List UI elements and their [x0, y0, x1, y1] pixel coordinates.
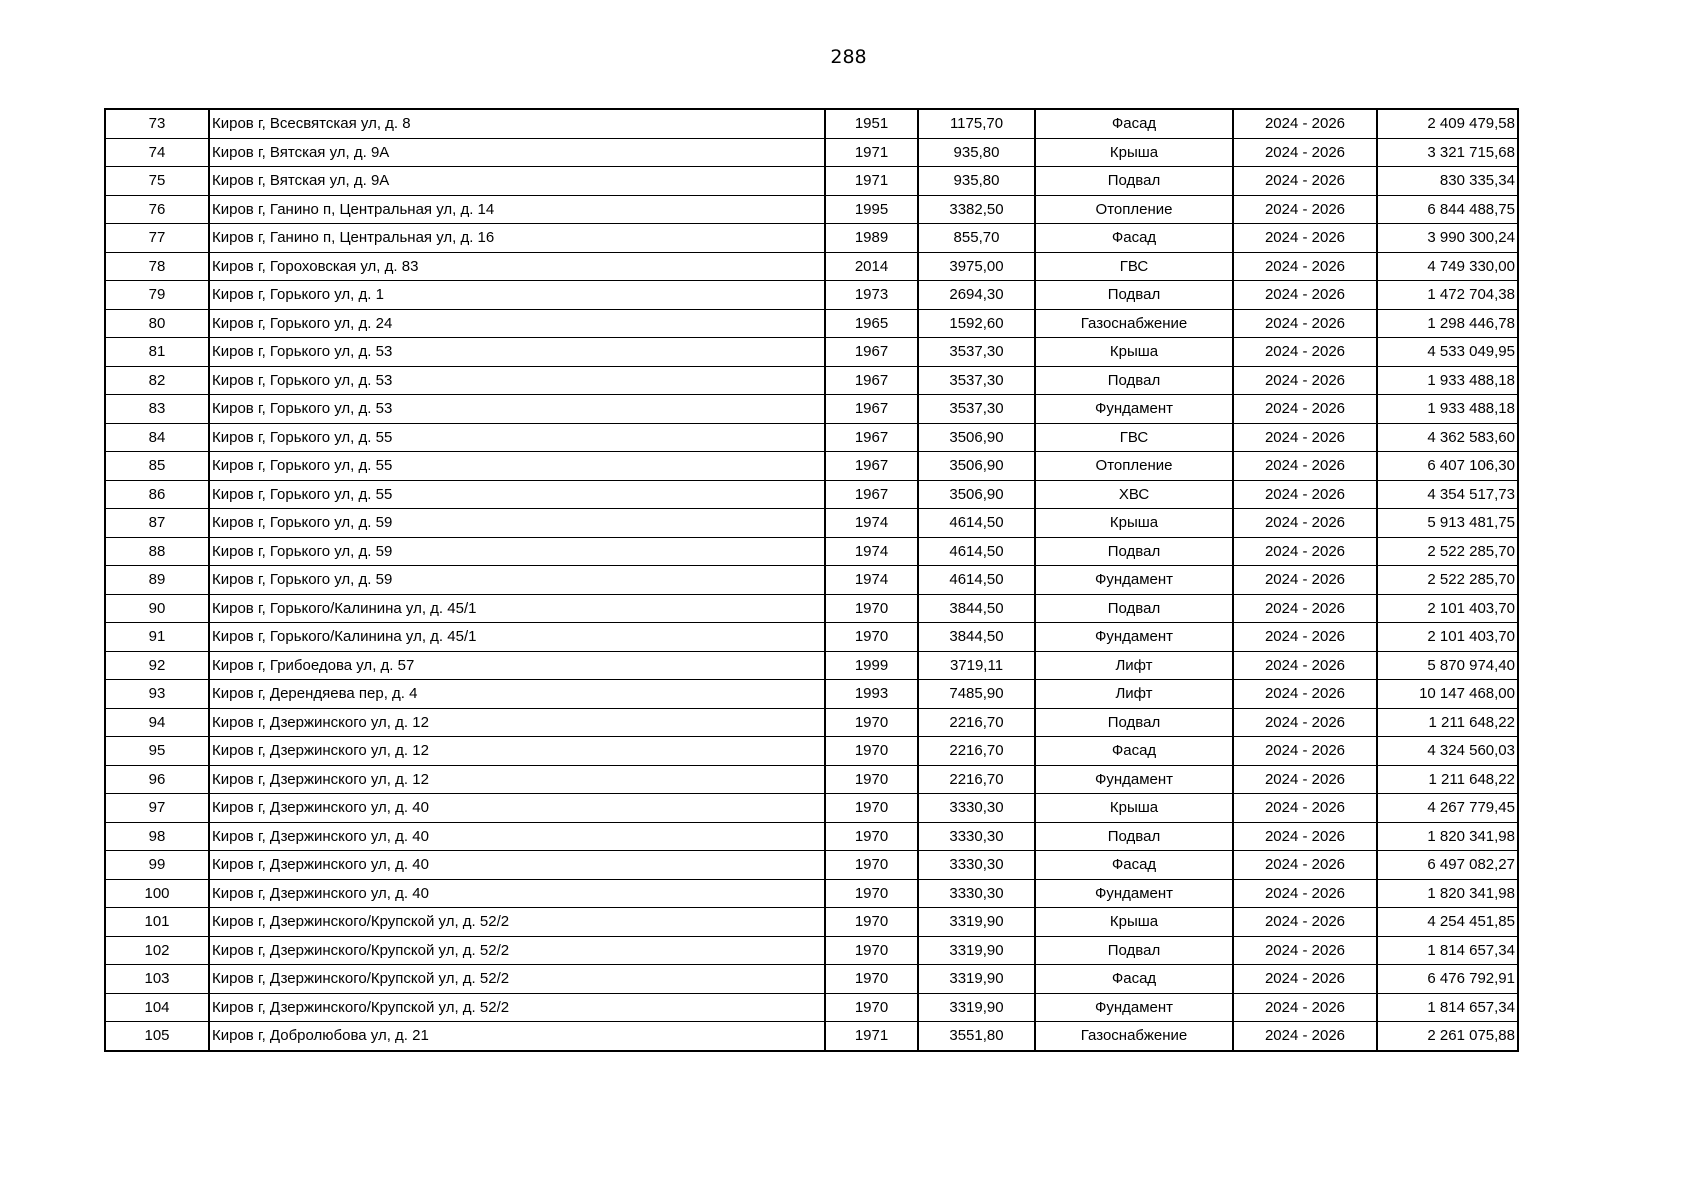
table-row: [105, 765, 1518, 794]
address-cell: Киров г, Дзержинского/Крупской ул, д. 52/2: [209, 993, 825, 1022]
row-number-cell: 78: [105, 252, 209, 281]
year-cell: 1970: [825, 851, 918, 880]
work-type-cell: Крыша: [1035, 908, 1233, 937]
period-cell: 2024 - 2026: [1233, 908, 1377, 937]
area-cell: 4614,50: [918, 509, 1035, 538]
table-row: [105, 252, 1518, 281]
row-number-cell: 93: [105, 680, 209, 709]
year-cell: 1971: [825, 138, 918, 167]
row-number-cell: 83: [105, 395, 209, 424]
row-number-cell: 105: [105, 1022, 209, 1051]
period-cell: 2024 - 2026: [1233, 252, 1377, 281]
work-type-cell: Лифт: [1035, 680, 1233, 709]
row-number-cell: 85: [105, 452, 209, 481]
address-cell: Киров г, Горького ул, д. 53: [209, 366, 825, 395]
area-cell: 3330,30: [918, 851, 1035, 880]
cost-cell: 3 321 715,68: [1377, 138, 1518, 167]
work-type-cell: Фасад: [1035, 109, 1233, 138]
row-number-cell: 104: [105, 993, 209, 1022]
row-number-cell: 100: [105, 879, 209, 908]
row-number-cell: 103: [105, 965, 209, 994]
table-row: [105, 708, 1518, 737]
cost-cell: 4 354 517,73: [1377, 480, 1518, 509]
period-cell: 2024 - 2026: [1233, 423, 1377, 452]
area-cell: 935,80: [918, 167, 1035, 196]
area-cell: 3506,90: [918, 480, 1035, 509]
year-cell: 1965: [825, 309, 918, 338]
year-cell: 1970: [825, 965, 918, 994]
address-cell: Киров г, Ганино п, Центральная ул, д. 14: [209, 195, 825, 224]
area-cell: 3319,90: [918, 965, 1035, 994]
area-cell: 4614,50: [918, 566, 1035, 595]
table-row: [105, 879, 1518, 908]
row-number-cell: 97: [105, 794, 209, 823]
year-cell: 1971: [825, 1022, 918, 1051]
table-row: [105, 737, 1518, 766]
area-cell: 935,80: [918, 138, 1035, 167]
period-cell: 2024 - 2026: [1233, 765, 1377, 794]
address-cell: Киров г, Горького ул, д. 55: [209, 452, 825, 481]
row-number-cell: 80: [105, 309, 209, 338]
area-cell: 3537,30: [918, 395, 1035, 424]
address-cell: Киров г, Грибоедова ул, д. 57: [209, 651, 825, 680]
year-cell: 1973: [825, 281, 918, 310]
table-row: [105, 908, 1518, 937]
cost-cell: 1 933 488,18: [1377, 395, 1518, 424]
row-number-cell: 102: [105, 936, 209, 965]
table-row: [105, 281, 1518, 310]
cost-cell: 10 147 468,00: [1377, 680, 1518, 709]
table-row: [105, 423, 1518, 452]
cost-cell: 1 211 648,22: [1377, 708, 1518, 737]
table-row: [105, 109, 1518, 138]
year-cell: 1970: [825, 708, 918, 737]
period-cell: 2024 - 2026: [1233, 566, 1377, 595]
year-cell: 1974: [825, 509, 918, 538]
address-cell: Киров г, Горького ул, д. 59: [209, 566, 825, 595]
area-cell: 3330,30: [918, 794, 1035, 823]
row-number-cell: 101: [105, 908, 209, 937]
table-row: [105, 851, 1518, 880]
year-cell: 1970: [825, 936, 918, 965]
area-cell: 3330,30: [918, 879, 1035, 908]
year-cell: 2014: [825, 252, 918, 281]
area-cell: 2216,70: [918, 737, 1035, 766]
address-cell: Киров г, Всесвятская ул, д. 8: [209, 109, 825, 138]
address-cell: Киров г, Дзержинского ул, д. 12: [209, 737, 825, 766]
table-row: [105, 509, 1518, 538]
table-body: [105, 109, 1518, 1051]
address-cell: Киров г, Дзержинского ул, д. 12: [209, 708, 825, 737]
work-type-cell: Фасад: [1035, 737, 1233, 766]
work-type-cell: Фундамент: [1035, 623, 1233, 652]
address-cell: Киров г, Горького ул, д. 59: [209, 509, 825, 538]
year-cell: 1970: [825, 623, 918, 652]
table-row: [105, 566, 1518, 595]
table-row: [105, 822, 1518, 851]
address-cell: Киров г, Дзержинского/Крупской ул, д. 52/2: [209, 908, 825, 937]
period-cell: 2024 - 2026: [1233, 737, 1377, 766]
cost-cell: 6 407 106,30: [1377, 452, 1518, 481]
period-cell: 2024 - 2026: [1233, 680, 1377, 709]
period-cell: 2024 - 2026: [1233, 338, 1377, 367]
cost-cell: 4 533 049,95: [1377, 338, 1518, 367]
area-cell: 3382,50: [918, 195, 1035, 224]
period-cell: 2024 - 2026: [1233, 167, 1377, 196]
year-cell: 1970: [825, 737, 918, 766]
period-cell: 2024 - 2026: [1233, 936, 1377, 965]
year-cell: 1995: [825, 195, 918, 224]
row-number-cell: 81: [105, 338, 209, 367]
area-cell: 3537,30: [918, 366, 1035, 395]
table-row: [105, 680, 1518, 709]
table-row: [105, 1022, 1518, 1051]
work-type-cell: Фасад: [1035, 965, 1233, 994]
year-cell: 1971: [825, 167, 918, 196]
period-cell: 2024 - 2026: [1233, 993, 1377, 1022]
address-cell: Киров г, Дерендяева пер, д. 4: [209, 680, 825, 709]
address-cell: Киров г, Дзержинского/Крупской ул, д. 52/2: [209, 936, 825, 965]
year-cell: 1967: [825, 480, 918, 509]
area-cell: 3319,90: [918, 908, 1035, 937]
work-type-cell: Фундамент: [1035, 765, 1233, 794]
address-cell: Киров г, Добролюбова ул, д. 21: [209, 1022, 825, 1051]
work-type-cell: Газоснабжение: [1035, 1022, 1233, 1051]
table-row: [105, 594, 1518, 623]
table-row: [105, 537, 1518, 566]
table-row: [105, 965, 1518, 994]
row-number-cell: 88: [105, 537, 209, 566]
work-type-cell: Фундамент: [1035, 993, 1233, 1022]
table-row: [105, 338, 1518, 367]
address-cell: Киров г, Дзержинского ул, д. 40: [209, 851, 825, 880]
year-cell: 1967: [825, 366, 918, 395]
cost-cell: 4 324 560,03: [1377, 737, 1518, 766]
cost-cell: 830 335,34: [1377, 167, 1518, 196]
row-number-cell: 99: [105, 851, 209, 880]
address-cell: Киров г, Горького ул, д. 53: [209, 338, 825, 367]
row-number-cell: 89: [105, 566, 209, 595]
cost-cell: 2 409 479,58: [1377, 109, 1518, 138]
table-row: [105, 167, 1518, 196]
year-cell: 1993: [825, 680, 918, 709]
area-cell: 2216,70: [918, 708, 1035, 737]
work-type-cell: ХВС: [1035, 480, 1233, 509]
address-cell: Киров г, Дзержинского ул, д. 40: [209, 794, 825, 823]
area-cell: 2694,30: [918, 281, 1035, 310]
period-cell: 2024 - 2026: [1233, 879, 1377, 908]
row-number-cell: 73: [105, 109, 209, 138]
work-type-cell: Подвал: [1035, 537, 1233, 566]
table-row: [105, 366, 1518, 395]
address-cell: Киров г, Ганино п, Центральная ул, д. 16: [209, 224, 825, 253]
table-row: [105, 224, 1518, 253]
address-cell: Киров г, Дзержинского ул, д. 40: [209, 879, 825, 908]
table-row: [105, 936, 1518, 965]
address-cell: Киров г, Горького ул, д. 59: [209, 537, 825, 566]
table-row: [105, 395, 1518, 424]
table-row: [105, 993, 1518, 1022]
work-type-cell: Лифт: [1035, 651, 1233, 680]
table-row: [105, 138, 1518, 167]
row-number-cell: 82: [105, 366, 209, 395]
work-type-cell: Отопление: [1035, 195, 1233, 224]
cost-cell: 4 267 779,45: [1377, 794, 1518, 823]
cost-cell: 6 844 488,75: [1377, 195, 1518, 224]
cost-cell: 6 476 792,91: [1377, 965, 1518, 994]
table-row: [105, 794, 1518, 823]
work-type-cell: ГВС: [1035, 423, 1233, 452]
period-cell: 2024 - 2026: [1233, 708, 1377, 737]
cost-cell: 5 913 481,75: [1377, 509, 1518, 538]
period-cell: 2024 - 2026: [1233, 623, 1377, 652]
row-number-cell: 91: [105, 623, 209, 652]
work-type-cell: Фундамент: [1035, 566, 1233, 595]
cost-cell: 1 814 657,34: [1377, 993, 1518, 1022]
cost-cell: 2 101 403,70: [1377, 623, 1518, 652]
work-type-cell: Подвал: [1035, 594, 1233, 623]
table-row: [105, 309, 1518, 338]
area-cell: 4614,50: [918, 537, 1035, 566]
row-number-cell: 74: [105, 138, 209, 167]
period-cell: 2024 - 2026: [1233, 281, 1377, 310]
row-number-cell: 84: [105, 423, 209, 452]
address-cell: Киров г, Горького/Калинина ул, д. 45/1: [209, 594, 825, 623]
period-cell: 2024 - 2026: [1233, 537, 1377, 566]
work-type-cell: Фундамент: [1035, 395, 1233, 424]
cost-cell: 1 820 341,98: [1377, 879, 1518, 908]
table-row: [105, 480, 1518, 509]
period-cell: 2024 - 2026: [1233, 794, 1377, 823]
area-cell: 3319,90: [918, 936, 1035, 965]
work-type-cell: Отопление: [1035, 452, 1233, 481]
work-type-cell: Крыша: [1035, 509, 1233, 538]
address-cell: Киров г, Гороховская ул, д. 83: [209, 252, 825, 281]
cost-cell: 2 522 285,70: [1377, 566, 1518, 595]
cost-cell: 2 522 285,70: [1377, 537, 1518, 566]
period-cell: 2024 - 2026: [1233, 224, 1377, 253]
year-cell: 1970: [825, 908, 918, 937]
row-number-cell: 79: [105, 281, 209, 310]
year-cell: 1970: [825, 822, 918, 851]
cost-cell: 1 820 341,98: [1377, 822, 1518, 851]
address-cell: Киров г, Горького ул, д. 1: [209, 281, 825, 310]
area-cell: 3551,80: [918, 1022, 1035, 1051]
row-number-cell: 92: [105, 651, 209, 680]
work-type-cell: Фундамент: [1035, 879, 1233, 908]
period-cell: 2024 - 2026: [1233, 965, 1377, 994]
area-cell: 3975,00: [918, 252, 1035, 281]
year-cell: 1974: [825, 566, 918, 595]
period-cell: 2024 - 2026: [1233, 195, 1377, 224]
work-type-cell: Подвал: [1035, 167, 1233, 196]
row-number-cell: 90: [105, 594, 209, 623]
cost-cell: 2 101 403,70: [1377, 594, 1518, 623]
row-number-cell: 98: [105, 822, 209, 851]
cost-cell: 1 211 648,22: [1377, 765, 1518, 794]
row-number-cell: 75: [105, 167, 209, 196]
cost-cell: 1 933 488,18: [1377, 366, 1518, 395]
area-cell: 1592,60: [918, 309, 1035, 338]
address-cell: Киров г, Дзержинского/Крупской ул, д. 52/2: [209, 965, 825, 994]
cost-cell: 3 990 300,24: [1377, 224, 1518, 253]
cost-cell: 1 814 657,34: [1377, 936, 1518, 965]
cost-cell: 4 254 451,85: [1377, 908, 1518, 937]
period-cell: 2024 - 2026: [1233, 851, 1377, 880]
area-cell: 3506,90: [918, 452, 1035, 481]
period-cell: 2024 - 2026: [1233, 138, 1377, 167]
area-cell: 3330,30: [918, 822, 1035, 851]
row-number-cell: 77: [105, 224, 209, 253]
year-cell: 1970: [825, 594, 918, 623]
year-cell: 1967: [825, 452, 918, 481]
period-cell: 2024 - 2026: [1233, 109, 1377, 138]
address-cell: Киров г, Вятская ул, д. 9А: [209, 138, 825, 167]
cost-cell: 4 749 330,00: [1377, 252, 1518, 281]
row-number-cell: 94: [105, 708, 209, 737]
period-cell: 2024 - 2026: [1233, 395, 1377, 424]
year-cell: 1974: [825, 537, 918, 566]
row-number-cell: 87: [105, 509, 209, 538]
work-type-cell: Фасад: [1035, 851, 1233, 880]
cost-cell: 4 362 583,60: [1377, 423, 1518, 452]
area-cell: 855,70: [918, 224, 1035, 253]
address-cell: Киров г, Вятская ул, д. 9А: [209, 167, 825, 196]
period-cell: 2024 - 2026: [1233, 1022, 1377, 1051]
cost-cell: 6 497 082,27: [1377, 851, 1518, 880]
area-cell: 3844,50: [918, 623, 1035, 652]
repair-register-table: [104, 108, 1519, 1052]
cost-cell: 2 261 075,88: [1377, 1022, 1518, 1051]
work-type-cell: Крыша: [1035, 794, 1233, 823]
area-cell: 2216,70: [918, 765, 1035, 794]
area-cell: 3319,90: [918, 993, 1035, 1022]
address-cell: Киров г, Горького ул, д. 55: [209, 480, 825, 509]
period-cell: 2024 - 2026: [1233, 651, 1377, 680]
period-cell: 2024 - 2026: [1233, 509, 1377, 538]
year-cell: 1999: [825, 651, 918, 680]
area-cell: 1175,70: [918, 109, 1035, 138]
table-row: [105, 195, 1518, 224]
area-cell: 3506,90: [918, 423, 1035, 452]
area-cell: 3719,11: [918, 651, 1035, 680]
page-number: 288: [830, 46, 867, 68]
address-cell: Киров г, Дзержинского ул, д. 12: [209, 765, 825, 794]
period-cell: 2024 - 2026: [1233, 480, 1377, 509]
work-type-cell: Подвал: [1035, 708, 1233, 737]
year-cell: 1970: [825, 794, 918, 823]
cost-cell: 1 472 704,38: [1377, 281, 1518, 310]
year-cell: 1970: [825, 765, 918, 794]
year-cell: 1951: [825, 109, 918, 138]
row-number-cell: 86: [105, 480, 209, 509]
work-type-cell: Подвал: [1035, 936, 1233, 965]
area-cell: 3537,30: [918, 338, 1035, 367]
address-cell: Киров г, Горького ул, д. 55: [209, 423, 825, 452]
work-type-cell: ГВС: [1035, 252, 1233, 281]
table-row: [105, 452, 1518, 481]
period-cell: 2024 - 2026: [1233, 822, 1377, 851]
row-number-cell: 76: [105, 195, 209, 224]
address-cell: Киров г, Дзержинского ул, д. 40: [209, 822, 825, 851]
table-row: [105, 623, 1518, 652]
period-cell: 2024 - 2026: [1233, 452, 1377, 481]
year-cell: 1967: [825, 395, 918, 424]
year-cell: 1967: [825, 423, 918, 452]
area-cell: 3844,50: [918, 594, 1035, 623]
cost-cell: 1 298 446,78: [1377, 309, 1518, 338]
year-cell: 1967: [825, 338, 918, 367]
address-cell: Киров г, Горького ул, д. 24: [209, 309, 825, 338]
work-type-cell: Подвал: [1035, 822, 1233, 851]
work-type-cell: Крыша: [1035, 338, 1233, 367]
work-type-cell: Фасад: [1035, 224, 1233, 253]
work-type-cell: Подвал: [1035, 366, 1233, 395]
year-cell: 1970: [825, 993, 918, 1022]
year-cell: 1989: [825, 224, 918, 253]
work-type-cell: Подвал: [1035, 281, 1233, 310]
work-type-cell: Газоснабжение: [1035, 309, 1233, 338]
row-number-cell: 95: [105, 737, 209, 766]
address-cell: Киров г, Горького ул, д. 53: [209, 395, 825, 424]
cost-cell: 5 870 974,40: [1377, 651, 1518, 680]
period-cell: 2024 - 2026: [1233, 366, 1377, 395]
period-cell: 2024 - 2026: [1233, 594, 1377, 623]
work-type-cell: Крыша: [1035, 138, 1233, 167]
area-cell: 7485,90: [918, 680, 1035, 709]
table-row: [105, 651, 1518, 680]
year-cell: 1970: [825, 879, 918, 908]
period-cell: 2024 - 2026: [1233, 309, 1377, 338]
address-cell: Киров г, Горького/Калинина ул, д. 45/1: [209, 623, 825, 652]
row-number-cell: 96: [105, 765, 209, 794]
